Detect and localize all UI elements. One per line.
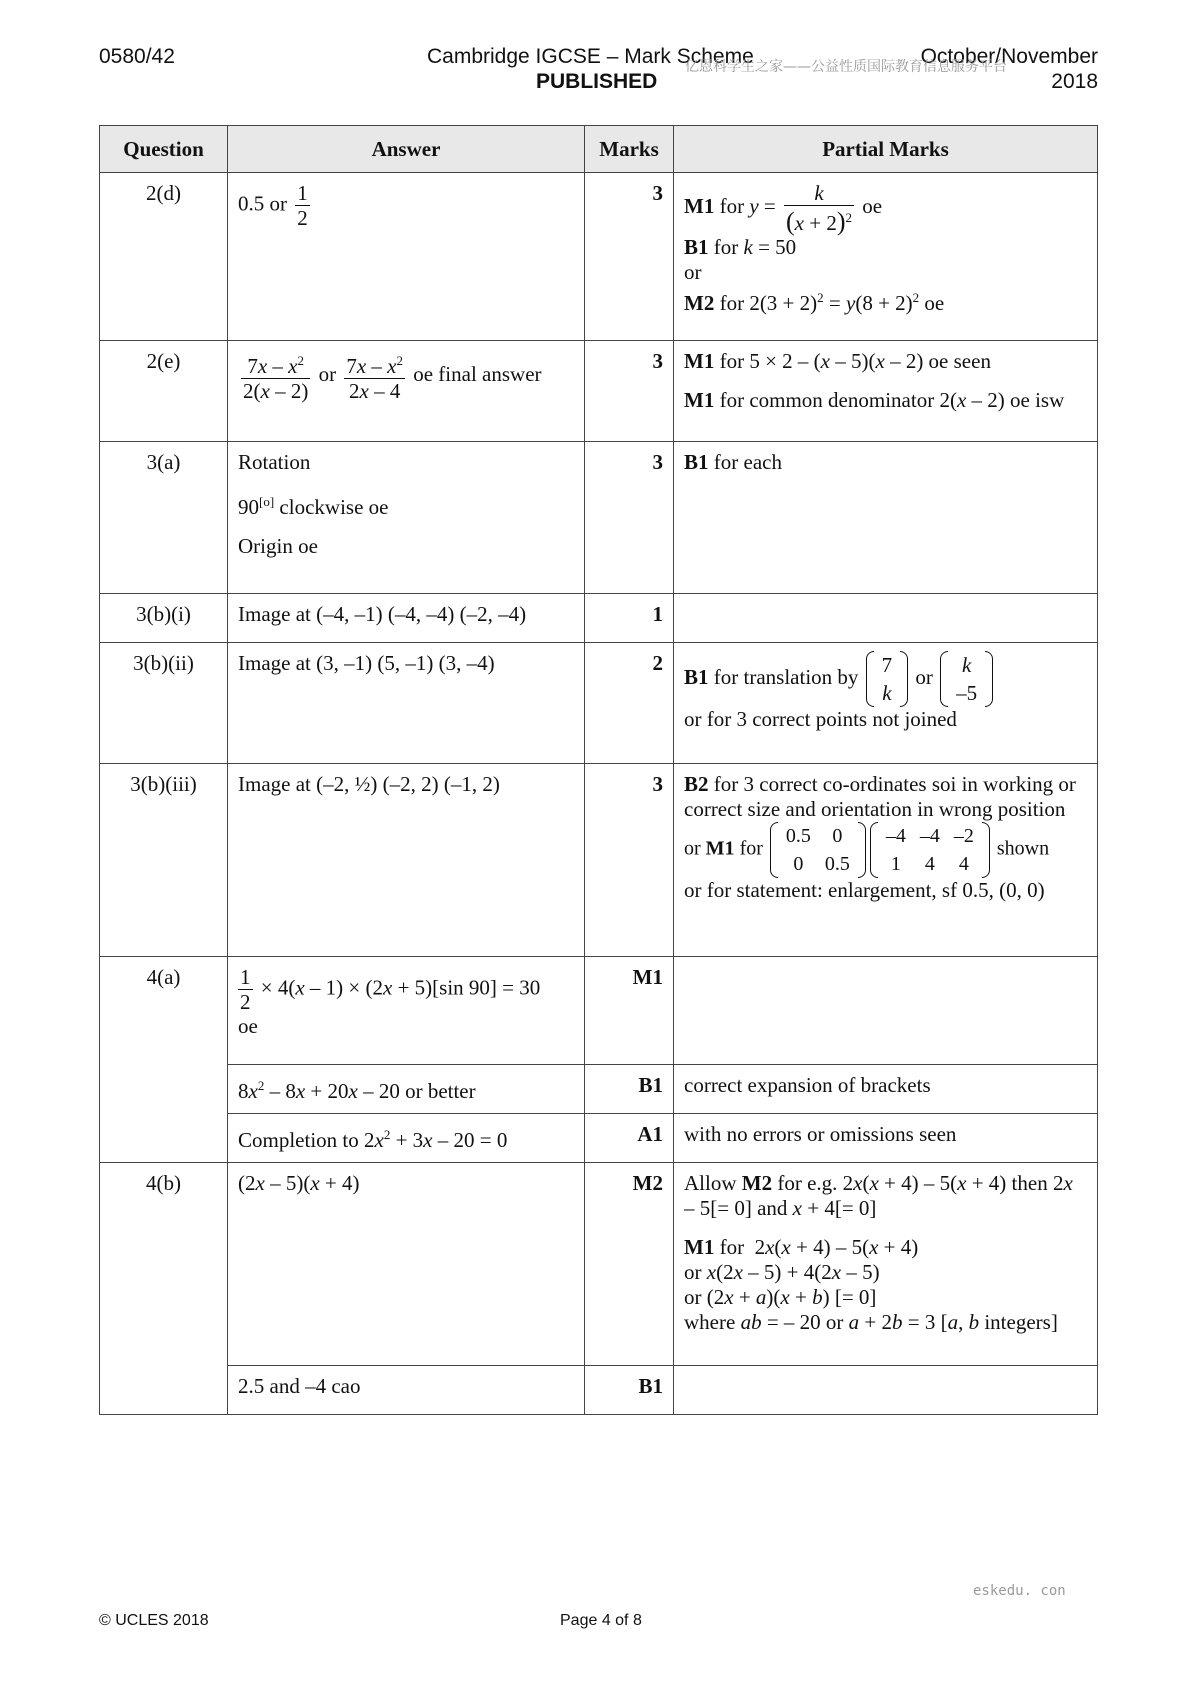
marks-cell: 2 bbox=[585, 643, 674, 764]
answer-line: Rotation bbox=[238, 450, 311, 474]
answer-cell: (2x – 5)(x + 4) bbox=[228, 1163, 585, 1366]
question-number: 3(b)(i) bbox=[100, 594, 228, 643]
page-number: Page 4 of 8 bbox=[560, 1612, 642, 1629]
marks-cell: 3 bbox=[585, 173, 674, 341]
column-header-partial-marks: Partial Marks bbox=[674, 126, 1098, 173]
table-row bbox=[100, 173, 1098, 341]
header-watermark: 亿恩科学生之家——公益性质国际教育信息服务平台 bbox=[685, 59, 1007, 75]
table-row bbox=[100, 1065, 1098, 1114]
marks-cell: 3 bbox=[585, 341, 674, 442]
answer-line: Origin oe bbox=[238, 534, 318, 558]
question-number: 3(a) bbox=[100, 442, 228, 594]
partial-marks-cell bbox=[674, 957, 1098, 1065]
table-row bbox=[100, 1366, 1098, 1415]
answer-cell: $\frac{1}{2}$ × 4(x – 1) × (2x + 5)[sin 90] = 30 oe bbox=[228, 957, 585, 1065]
partial-marks-cell: M1 for y = $\frac{k}{(x + 2)^2}$ oe B1 for k = 50 or M2 for $2(3 + 2)^2 = y(8 + 2)^2$ oe bbox=[674, 173, 1098, 341]
answer-cell: $\frac{7x - x^2}{2(x - 2)}$ or $\frac{7x - x^2}{2x - 4}$ oe final answer bbox=[228, 341, 585, 442]
answer-cell: 2.5 and –4 cao bbox=[228, 1366, 585, 1415]
mark-scheme-table bbox=[99, 125, 1098, 1415]
table-row bbox=[100, 1163, 1098, 1366]
question-number: 3(b)(iii) bbox=[100, 764, 228, 957]
table-row bbox=[100, 764, 1098, 957]
answer-cell: Completion to $2x^2 + 3x - 20 = 0$ bbox=[228, 1114, 585, 1163]
partial-marks-cell: B1 for each bbox=[674, 442, 1098, 594]
marks-cell: M2 bbox=[585, 1163, 674, 1366]
marks-cell: 1 bbox=[585, 594, 674, 643]
site-watermark: eskedu. con bbox=[973, 1583, 1066, 1599]
answer-cell: Image at (3, –1) (5, –1) (3, –4) bbox=[228, 643, 585, 764]
answer-cell: Rotation 90[o] clockwise oe Origin oe bbox=[228, 442, 585, 594]
table-row bbox=[100, 643, 1098, 764]
publication-status: PUBLISHED bbox=[536, 70, 658, 93]
marks-cell: 3 bbox=[585, 442, 674, 594]
partial-line: or for 3 correct points not joined bbox=[684, 707, 957, 731]
column-header-marks: Marks bbox=[585, 126, 674, 173]
exam-session: October/November bbox=[920, 45, 1098, 68]
marks-cell: A1 bbox=[585, 1114, 674, 1163]
question-number: 4(a) bbox=[100, 957, 228, 1163]
exam-year: 2018 bbox=[1051, 70, 1098, 93]
marks-cell: B1 bbox=[585, 1366, 674, 1415]
table-header-row bbox=[100, 126, 1098, 173]
question-number: 3(b)(ii) bbox=[100, 643, 228, 764]
question-number: 2(e) bbox=[100, 341, 228, 442]
document-title: Cambridge IGCSE – Mark Scheme bbox=[427, 45, 754, 68]
partial-marks-cell: with no errors or omissions seen bbox=[674, 1114, 1098, 1163]
answer-cell: Image at (–4, –1) (–4, –4) (–2, –4) bbox=[228, 594, 585, 643]
question-number: 4(b) bbox=[100, 1163, 228, 1415]
answer-cell: 0.5 or $\frac{1}{2}$ bbox=[228, 173, 585, 341]
partial-marks-cell: B1 for translation by 7 k or k –5 or for 3 correct points not joined bbox=[674, 643, 1098, 764]
marks-cell: M1 bbox=[585, 957, 674, 1065]
paper-code: 0580/42 bbox=[99, 45, 175, 68]
table-row bbox=[100, 1114, 1098, 1163]
column-header-question: Question bbox=[100, 126, 228, 173]
table-row bbox=[100, 957, 1098, 1065]
partial-marks-cell: Allow M2 for e.g. 2x(x + 4) – 5(x + 4) then 2x – 5[= 0] and x + 4[= 0] M1 for 2x(x + 4) – 5(x + 4) or x(2x – 5) + 4(2x – 5) or (2x + a)(x + b) [= 0] where ab = – 20 or a + 2b = 3 [a, b integers] bbox=[674, 1163, 1098, 1366]
table-row bbox=[100, 341, 1098, 442]
column-header-answer: Answer bbox=[228, 126, 585, 173]
partial-marks-cell: B2 for 3 correct co-ordinates soi in working or correct size and orientation in wrong position or M1 for 0.5 0 0 0.5 –4 –4 –2 1 4 4 shown or for statement: enlargement, sf 0.5, (0, 0) bbox=[674, 764, 1098, 957]
answer-cell: Image at (–2, ½) (–2, 2) (–1, 2) bbox=[228, 764, 585, 957]
partial-marks-cell bbox=[674, 1366, 1098, 1415]
table-row bbox=[100, 442, 1098, 594]
partial-marks-cell bbox=[674, 594, 1098, 643]
copyright: © UCLES 2018 bbox=[99, 1612, 209, 1629]
partial-marks-cell: M1 for 5 × 2 – (x – 5)(x – 2) oe seen M1 for common denominator 2(x – 2) oe isw bbox=[674, 341, 1098, 442]
answer-cell: $8x^2 - 8x + 20x - 20$ or better bbox=[228, 1065, 585, 1114]
table-row bbox=[100, 594, 1098, 643]
partial-marks-cell: correct expansion of brackets bbox=[674, 1065, 1098, 1114]
partial-line: or for statement: enlargement, sf 0.5, (0, 0) bbox=[684, 878, 1045, 902]
question-number: 2(d) bbox=[100, 173, 228, 341]
marks-cell: B1 bbox=[585, 1065, 674, 1114]
marks-cell: 3 bbox=[585, 764, 674, 957]
